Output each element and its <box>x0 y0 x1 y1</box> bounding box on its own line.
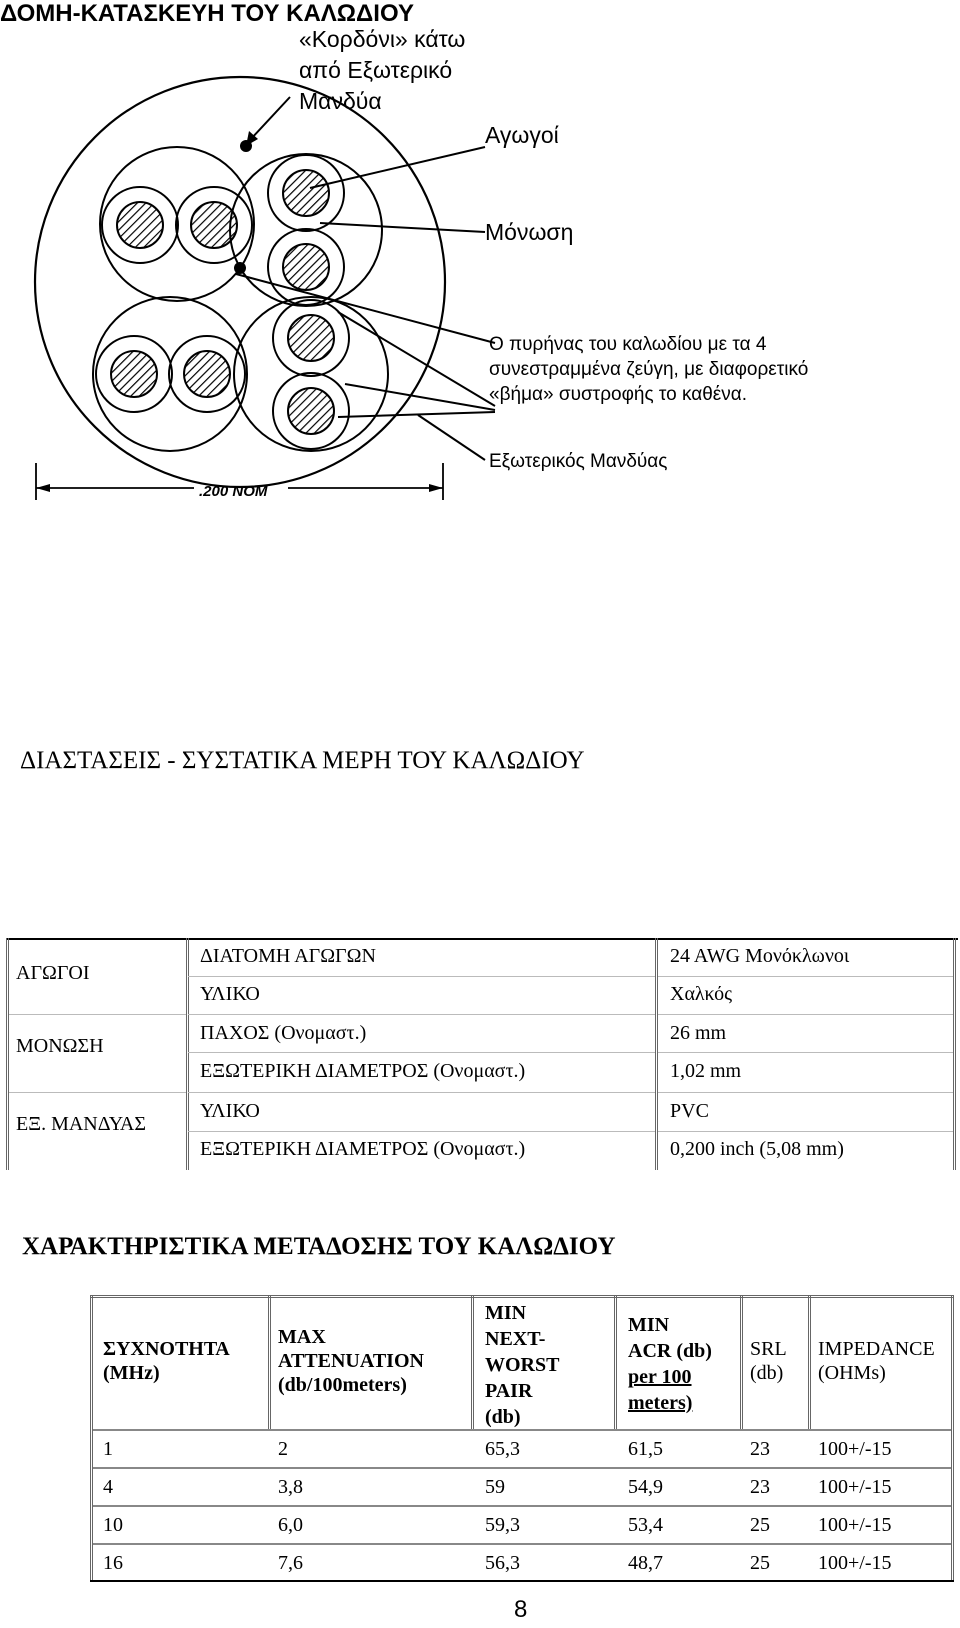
cell-attenuation: 2 <box>278 1438 288 1460</box>
diagram-title: ΔΟΜΗ-ΚΑΤΑΣΚΕΥΗ ΤΟΥ ΚΑΛΩΔΙΟΥ <box>0 0 414 27</box>
cell-next: 59,3 <box>485 1514 520 1536</box>
cell-srl: 23 <box>750 1476 770 1498</box>
property-cell: ΥΛΙΚΟ <box>200 1100 260 1122</box>
cell-attenuation: 3,8 <box>278 1476 303 1498</box>
insulation-label: Μόνωση <box>485 219 574 245</box>
cell-acr: 48,7 <box>628 1552 663 1574</box>
cell-attenuation: 7,6 <box>278 1552 303 1574</box>
pair-bottom-left <box>93 297 247 451</box>
cell-srl: 23 <box>750 1438 770 1460</box>
property-cell: ΕΞΩΤΕΡΙΚΗ ΔΙΑΜΕΤΡΟΣ (Ονομαστ.) <box>200 1060 526 1082</box>
value-cell: Χαλκός <box>670 983 733 1005</box>
core-label: Ο πυρήνας του καλωδίου με τα 4 συνεστραμμένα ζεύγη, με διαφορετικό «βήμα» συστροφής το καθένα. <box>489 334 809 405</box>
header-srl: SRL (db) <box>750 1338 787 1384</box>
group-name: ΑΓΩΓΟΙ <box>16 962 90 984</box>
cell-frequency: 4 <box>103 1476 113 1498</box>
value-cell: 1,02 mm <box>670 1060 742 1082</box>
value-cell: 26 mm <box>670 1022 727 1044</box>
ripcord-dot <box>234 262 246 274</box>
cable-cross-section-diagram <box>0 0 960 520</box>
cell-acr: 61,5 <box>628 1438 663 1460</box>
jacket-label: Εξωτερικός Μανδύας <box>489 451 668 472</box>
cell-frequency: 16 <box>103 1552 123 1574</box>
outer-jacket-circle <box>35 77 445 487</box>
cell-impedance: 100+/-15 <box>818 1438 892 1460</box>
header-min-acr: MIN ACR (db) per 100 meters) <box>628 1314 712 1414</box>
value-cell: 0,200 inch (5,08 mm) <box>670 1138 844 1160</box>
header-impedance: IMPEDANCE (OHMs) <box>818 1338 935 1384</box>
dimension-label: .200 NOM <box>199 483 268 500</box>
page-number: 8 <box>514 1596 528 1623</box>
cell-frequency: 1 <box>103 1438 113 1460</box>
cell-acr: 53,4 <box>628 1514 663 1536</box>
characteristics-table <box>90 1295 958 1582</box>
cell-srl: 25 <box>750 1514 770 1536</box>
cell-acr: 54,9 <box>628 1476 663 1498</box>
property-cell: ΠΑΧΟΣ (Ονομαστ.) <box>200 1022 367 1044</box>
property-cell: ΥΛΙΚΟ <box>200 983 260 1005</box>
group-name: ΜΟΝΩΣΗ <box>16 1035 104 1057</box>
cell-attenuation: 6,0 <box>278 1514 303 1536</box>
pair-bottom-right <box>234 297 388 451</box>
characteristics-heading: ΧΑΡΑΚΤΗΡΙΣΤΙΚΑ ΜΕΤΑΔΟΣΗΣ ΤΟΥ ΚΑΛΩΔΙΟΥ <box>22 1233 616 1260</box>
cell-next: 59 <box>485 1476 505 1498</box>
property-cell: ΔΙΑΤΟΜΗ ΑΓΩΓΩΝ <box>200 945 376 967</box>
ripcord-label: «Κορδόνι» κάτω από Εξωτερικό Μανδύα <box>299 26 466 114</box>
header-max-attenuation: MAX ATTENUATION (db/100meters) <box>278 1326 424 1396</box>
cell-next: 65,3 <box>485 1438 520 1460</box>
dimensions-table <box>6 938 958 1170</box>
cell-frequency: 10 <box>103 1514 123 1536</box>
cell-impedance: 100+/-15 <box>818 1552 892 1574</box>
conductors-label: Αγωγοί <box>485 122 559 148</box>
header-min-next: MIN NEXT- WORST PAIR (db) <box>485 1302 560 1428</box>
value-cell: 24 AWG Μονόκλωνοι <box>670 945 850 967</box>
cell-impedance: 100+/-15 <box>818 1476 892 1498</box>
cell-impedance: 100+/-15 <box>818 1514 892 1536</box>
property-cell: ΕΞΩΤΕΡΙΚΗ ΔΙΑΜΕΤΡΟΣ (Ονομαστ.) <box>200 1138 526 1160</box>
dimensions-heading: ΔΙΑΣΤΑΣΕΙΣ - ΣΥΣΤΑΤΙΚΑ ΜΕΡΗ ΤΟΥ ΚΑΛΩΔΙΟΥ <box>20 747 585 774</box>
header-frequency: ΣΥΧΝΟΤΗΤΑ (MHz) <box>103 1338 230 1384</box>
cell-srl: 25 <box>750 1552 770 1574</box>
cell-next: 56,3 <box>485 1552 520 1574</box>
group-name: ΕΞ. ΜΑΝΔΥΑΣ <box>16 1113 146 1135</box>
value-cell: PVC <box>670 1100 709 1122</box>
